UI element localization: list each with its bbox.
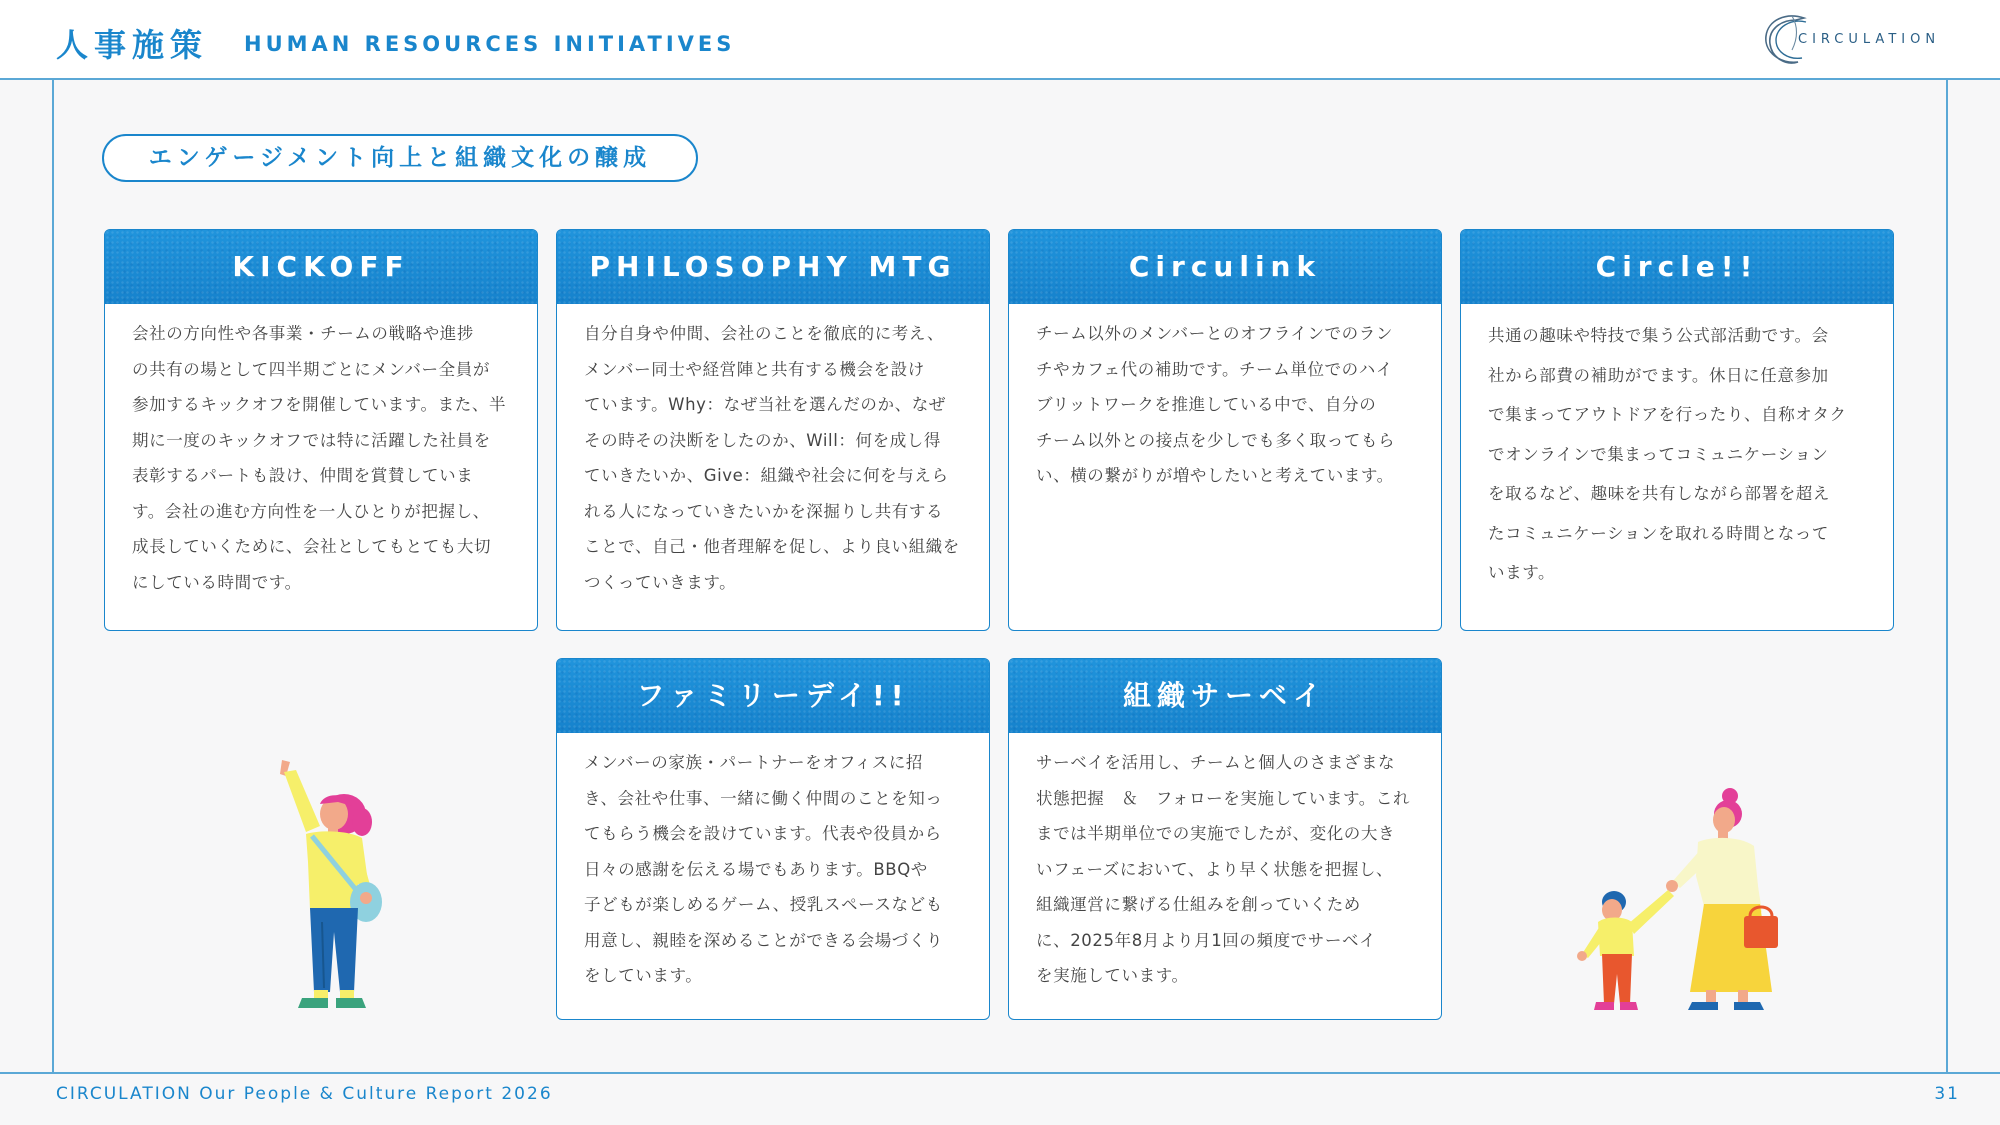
- card-body: 会社の方向性や各事業・チームの戦略や進捗 の共有の場として四半期ごとにメンバー全員が 参加するキックオフを開催しています。また、半 期に一度のキックオフでは特に活躍した社員を 表彰するパートも設け、仲間を賞賛していま す。会社の進む方向性を一人ひとりが把握し、 成長していくために、会社としてもとても大切 にしている時間です。: [132, 324, 507, 592]
- card-title: Circulink: [1009, 230, 1441, 304]
- header: [0, 0, 2000, 80]
- footer-line: [0, 1072, 2000, 1074]
- card-body: サーベイを活用し、チームと個人のさまざまな 状態把握 ＆ フォローを実施しています。これ までは半期単位での実施でしたが、変化の大き いフェーズにおいて、より早く状態を把握し、 組織運営に繋げる仕組みを創っていくため に、2025年8月より月1回の頻度でサーベイ を実施しています。: [1036, 753, 1411, 985]
- section-heading: エンゲージメント向上と組織文化の醸成: [102, 134, 698, 182]
- page-title: 人事施策: [56, 26, 209, 64]
- mother-and-child-illustration-icon: [1572, 786, 1782, 1018]
- card-body: 自分自身や仲間、会社のことを徹底的に考え、 メンバー同士や経営陣と共有する機会を設け ています。Why：なぜ当社を選んだのか、なぜ その時その決断をしたのか、Will：何を成し得 ていきたいか、Give：組織や社会に何を与えら れる人になっていきたいかを深掘りし共有する ことで、自己・他者理解を促し、より良い組織を つくっていきます。: [584, 324, 960, 592]
- waving-woman-illustration-icon: [262, 752, 392, 1017]
- card-title: Circle!!: [1461, 230, 1893, 304]
- card-body: チーム以外のメンバーとのオフラインでのラン チやカフェ代の補助です。チーム単位でのハイ ブリットワークを推進している中で、自分の チーム以外との接点を少しでも多く取ってもら い、横の繋がりが増やしたいと考えています。: [1036, 324, 1396, 485]
- card-title: PHILOSOPHY MTG: [557, 230, 989, 304]
- card-philosophy-mtg: [556, 229, 990, 631]
- page-number: 31: [1934, 1084, 1960, 1104]
- card-kickoff: [104, 229, 538, 631]
- card-body: 共通の趣味や特技で集う公式部活動です。会 社から部費の補助がでます。休日に任意参加 で集まってアウトドアを行ったり、自称オタク でオンラインで集まってコミュニケーション を取るなど、趣味を共有しながら部署を超え たコミュニケーションを取れる時間となって います。: [1488, 326, 1847, 582]
- card-circle: [1460, 229, 1894, 631]
- page-subtitle: HUMAN RESOURCES INITIATIVES: [244, 32, 736, 56]
- footer-report-title: CIRCULATION Our People & Culture Report 2026: [56, 1084, 553, 1104]
- logo-text: CIRCULATION: [1798, 32, 1941, 47]
- card-body: メンバーの家族・パートナーをオフィスに招 き、会社や仕事、一緒に働く仲間のことを知っ てもらう機会を設けています。代表や役員から 日々の感謝を伝える場でもあります。BBQや 子どもが楽しめるゲーム、授乳スペースなども 用意し、親睦を深めることができる会場づくり をしています。: [584, 753, 944, 985]
- card-title: KICKOFF: [105, 230, 537, 304]
- card-org-survey: [1008, 658, 1442, 1020]
- card-family-day: [556, 658, 990, 1020]
- frame-right-line: [1946, 80, 1948, 1072]
- card-title: ファミリーデイ!!: [557, 659, 989, 733]
- frame-left-line: [52, 80, 54, 1072]
- card-title: 組織サーベイ: [1009, 659, 1441, 733]
- card-circulink: [1008, 229, 1442, 631]
